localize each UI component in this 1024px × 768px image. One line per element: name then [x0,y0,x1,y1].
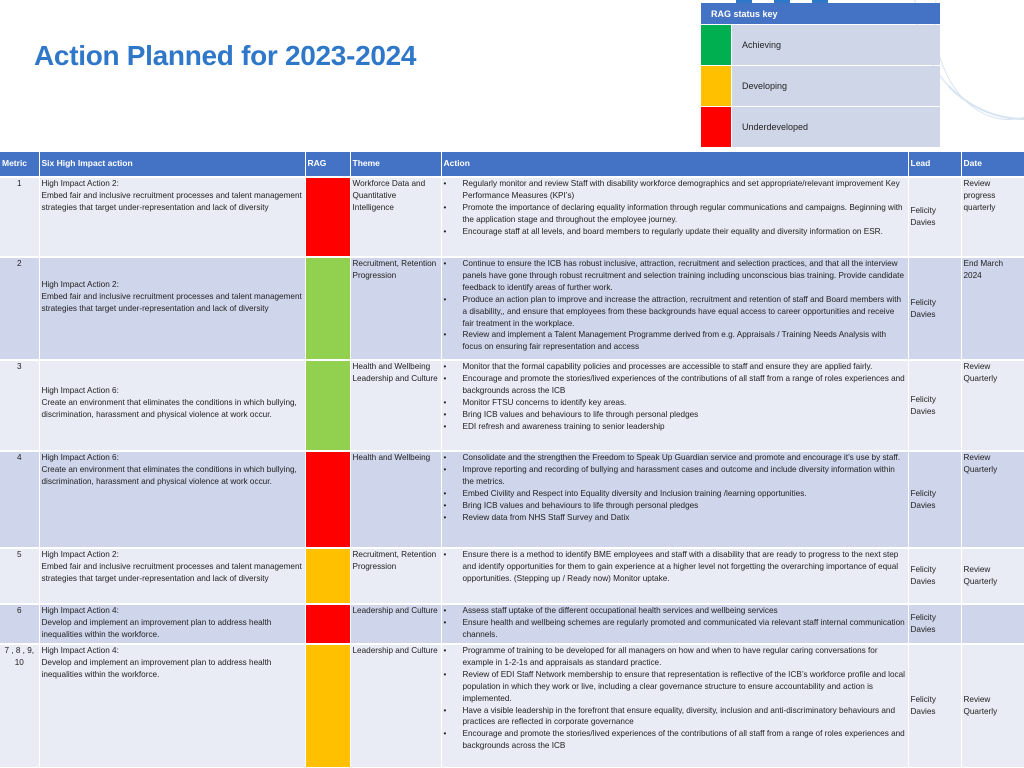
theme-cell: Recruitment, Retention Progression [350,257,441,360]
action-item: • Promote the importance of declaring equality information through regular communications and campaigns. Beginning with the application stage and throughout the employee journey. [444,202,906,226]
action-list [444,645,906,752]
lead-cell: Felicity Davies [908,257,961,360]
action-item: • Encourage and promote the stories/lived experiences of the contributions of all staff from a range of roles experiences and backgrounds across the ICB [444,728,906,752]
page-title: Action Planned for 2023-2024 [34,40,417,71]
impact-cell: High Impact Action 2: Embed fair and inclusive recruitment processes and talent management strategies that target under-representation and lack of diversity [39,257,305,360]
rag-status-key [701,3,940,147]
action-item: • Review data from NHS Staff Survey and Datix [444,512,906,524]
action-item: • Encourage and promote the stories/lived experiences of the contributions of all staff from a range of roles experiences and backgrounds across the ICB [444,373,906,397]
metric-cell: 1 [0,177,39,257]
rag-status-cell [305,360,350,451]
action-item: • Embed Civility and Respect into Equality diversity and Inclusion training /learning opportunities. [444,488,906,500]
theme-cell: Health and Wellbeing Leadership and Culture [350,360,441,451]
lead-cell: Felicity Davies [908,548,961,604]
header-action: Action [441,152,908,177]
header-metric: Metric [0,152,39,177]
rag-key-heading: RAG status key [701,3,940,24]
table-row [0,360,1024,451]
impact-cell: High Impact Action 2: Embed fair and inclusive recruitment processes and talent management strategies that target under-representation and lack of diversity [39,548,305,604]
action-item: • Continue to ensure the ICB has robust inclusive, attraction, recruitment and selection practices, and that all the interview panels have gone through robust recruitment and selection training including unconscious bias training. Provide candidate feedback to identify areas of further work. [444,258,906,294]
rag-key-label: Achieving [732,25,940,65]
action-item: • Programme of training to be developed for all managers on how and when to have regular caring conversations for example in 1-2-1s and appraisals as standard practice. [444,645,906,669]
theme-cell: Leadership and Culture [350,604,441,644]
rag-swatch-red [701,107,731,147]
action-item: • Bring ICB values and behaviours to life through personal pledges [444,409,906,421]
rag-status-cell [305,604,350,644]
action-item: • Encourage staff at all levels, and board members to regularly update their equality and diversity information on ESR. [444,226,906,238]
table-row [0,644,1024,767]
decorative-arc-inner [934,0,1024,120]
rag-status-cell [305,548,350,604]
action-list [444,549,906,585]
action-cell [441,360,908,451]
action-item: • Regularly monitor and review Staff with disability workforce demographics and set appropriate/relevant improvement Key Performance Measures (KPI’s) [444,178,906,202]
rag-swatch-amber [701,66,731,106]
rag-key-row-achieving [701,25,940,65]
lead-cell: Felicity Davies [908,604,961,644]
theme-cell: Leadership and Culture [350,644,441,767]
rag-key-label: Underdeveloped [732,107,940,147]
action-cell [441,644,908,767]
action-item: • Bring ICB values and behaviours to life through personal pledges [444,500,906,512]
table-row [0,177,1024,257]
action-list [444,452,906,523]
lead-cell: Felicity Davies [908,644,961,767]
theme-cell: Recruitment, Retention Progression [350,548,441,604]
action-item: • Review and implement a Talent Management Programme derived from e.g. Appraisals / Training Needs Analysis with focus on ensuring fair representation and access [444,329,906,353]
rag-key-row-developing [701,66,940,106]
impact-cell: High Impact Action 2: Embed fair and inclusive recruitment processes and talent management strategies that target under-representation and lack of diversity [39,177,305,257]
action-item: • Assess staff uptake of the different occupational health services and wellbeing services [444,605,906,617]
action-item: • Improve reporting and recording of bullying and harassment cases and outcome and include diversity information within the metrics. [444,464,906,488]
action-item: • Ensure there is a method to identify BME employees and staff with a disability that are ready to progress to the next step and identify opportunities for them to gain experience at a higher level not forgetting the overarching importance of equal opportunities. (Stepping up / Ready now) Monitor uptake. [444,549,906,585]
rag-key-row-underdeveloped [701,107,940,147]
theme-cell: Health and Wellbeing [350,451,441,548]
action-item: • EDI refresh and awareness training to senior leadership [444,421,906,433]
header-date: Date [961,152,1024,177]
action-cell [441,257,908,360]
metric-cell: 5 [0,548,39,604]
action-item: • Monitor FTSU concerns to identify key areas. [444,397,906,409]
table-header-row [0,152,1024,177]
header-theme: Theme [350,152,441,177]
rag-status-cell [305,257,350,360]
action-cell [441,177,908,257]
header-rag: RAG [305,152,350,177]
date-cell: Review progress quarterly [961,177,1024,257]
date-cell: Review Quarterly [961,548,1024,604]
action-plan-table [0,152,1024,767]
metric-cell: 3 [0,360,39,451]
header-impact-action: Six High Impact action [39,152,305,177]
impact-cell: High Impact Action 4: Develop and implement an improvement plan to address health inequalities within the workforce. [39,644,305,767]
action-list [444,258,906,353]
action-list [444,605,906,641]
header-lead: Lead [908,152,961,177]
lead-cell: Felicity Davies [908,360,961,451]
rag-status-cell [305,451,350,548]
date-cell: End March 2024 [961,257,1024,360]
action-cell [441,604,908,644]
theme-cell: Workforce Data and Quantitative Intelligence [350,177,441,257]
metric-cell: 4 [0,451,39,548]
action-cell [441,451,908,548]
action-item: • Have a visible leadership in the forefront that ensure equality, diversity, inclusion and anti-discriminatory behaviours and practices are reflected in corporate governance [444,705,906,729]
action-item: • Produce an action plan to improve and increase the attraction, recruitment and retention of staff and Board members with a disability,, and ensure that employees from these backgrounds have equal access to career opportunities and receive fair treatment in the workplace. [444,294,906,330]
rag-status-cell [305,177,350,257]
impact-cell: High Impact Action 6: Create an environment that eliminates the conditions in which bullying, discrimination, harassment and physical violence at work occur. [39,451,305,548]
metric-cell: 6 [0,604,39,644]
table-row [0,451,1024,548]
action-list [444,178,906,238]
date-cell: Review Quarterly [961,360,1024,451]
rag-status-cell [305,644,350,767]
action-list [444,361,906,432]
metric-cell: 2 [0,257,39,360]
date-cell: Review Quarterly [961,451,1024,548]
impact-cell: High Impact Action 4: Develop and implement an improvement plan to address health inequalities within the workforce. [39,604,305,644]
impact-cell: High Impact Action 6: Create an environment that eliminates the conditions in which bullying, discrimination, harassment and physical violence at work occur. [39,360,305,451]
date-cell: Review Quarterly [961,644,1024,767]
action-item: • Ensure health and wellbeing schemes are regularly promoted and communicated via relevant staff internal communication channels. [444,617,906,641]
lead-cell: Felicity Davies [908,451,961,548]
date-cell [961,604,1024,644]
action-item: • Review of EDI Staff Network membership to ensure that representation is reflective of the ICB’s workforce profile and local population in which they work or live, including a clear governance structure to ensure accountability and action is implemented. [444,669,906,705]
table-row [0,257,1024,360]
action-item: • Consolidate and the strengthen the Freedom to Speak Up Guardian service and promote and encourage it’s use by staff. [444,452,906,464]
table-row [0,604,1024,644]
rag-swatch-green [701,25,731,65]
lead-cell: Felicity Davies [908,177,961,257]
action-cell [441,548,908,604]
action-item: • Monitor that the formal capability policies and processes are accessible to staff and ensure they are applied fairly. [444,361,906,373]
table-row [0,548,1024,604]
metric-cell: 7 , 8 , 9, 10 [0,644,39,767]
rag-key-label: Developing [732,66,940,106]
